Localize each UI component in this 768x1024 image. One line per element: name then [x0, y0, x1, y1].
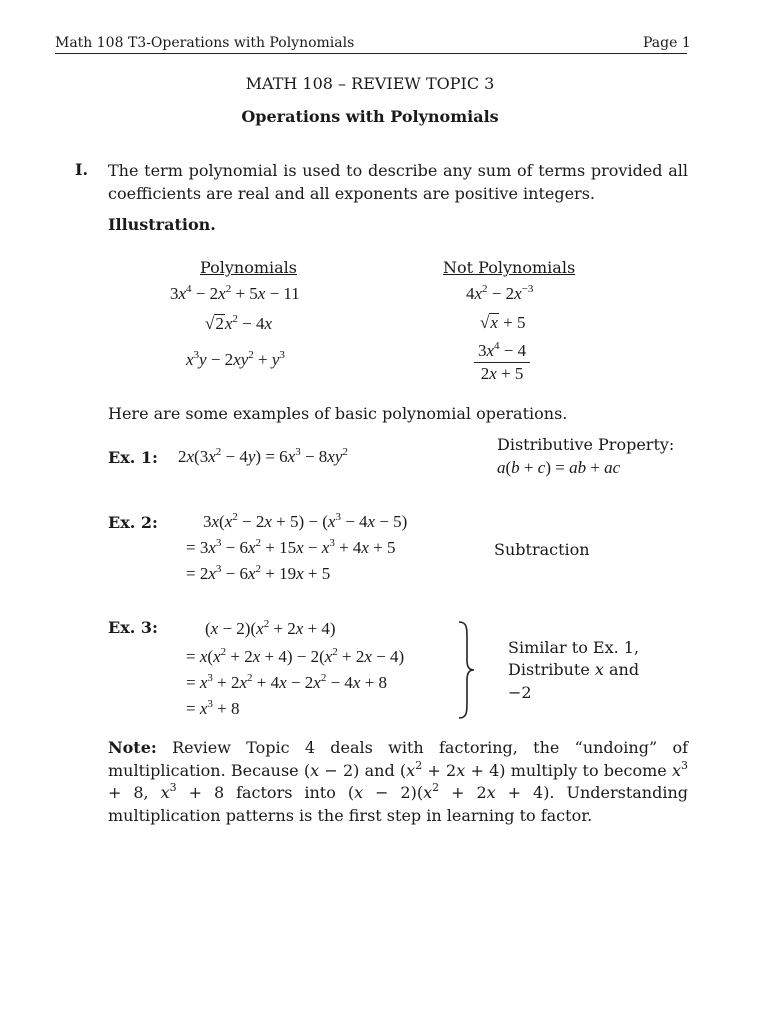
polynomials-header: Polynomials [200, 258, 297, 277]
ex1-note-title: Distributive Property: [497, 435, 675, 454]
illustration-heading: Illustration. [108, 215, 216, 234]
not-polynomial-example-1: $4x^2 - 2x^{-3}$ [466, 283, 534, 303]
section-marker: I. [75, 160, 89, 179]
ex2-label: Ex. 2: [108, 513, 158, 532]
section-definition: The term polynomial is used to describe any sum of terms provided all coefficients are real and all exponents are positive integers. [108, 161, 688, 203]
ex3-line-2: = $x(x^2 + 2x + 4) - 2(x^2 + 2x - 4)$ [186, 646, 405, 666]
ex1-expression: $2x(3x^2 - 4y) = 6x^3 - 8xy^2$ [178, 446, 348, 466]
ex3-line-1: $(x - 2)(x^2 + 2x + 4)$ [205, 618, 336, 638]
running-header-title: Math 108 T3-Operations with Polynomials [55, 35, 355, 51]
polynomial-example-3: $x^3y - 2xy^2 + y^3$ [186, 349, 285, 369]
examples-intro: Here are some examples of basic polynomial operations. [108, 404, 568, 423]
not-polynomial-example-3: $\frac{3x^4 - 4}{2x + 5}$ [474, 340, 530, 385]
ex2-line-3: = $2x^3 - 6x^2 + 19x + 5$ [186, 563, 331, 583]
ex3-line-3: = $x^3 + 2x^2 + 4x - 2x^2 - 4x + 8$ [186, 672, 388, 692]
ex2-note: Subtraction [494, 540, 590, 559]
document-subtitle: Operations with Polynomials [241, 107, 499, 126]
ex3-label: Ex. 3: [108, 618, 158, 637]
ex3-note-line-3: −2 [508, 683, 532, 702]
not-polynomials-header: Not Polynomials [443, 258, 576, 277]
ex2-line-2: = $3x^3 - 6x^2 + 15x - x^3 + 4x + 5$ [186, 537, 396, 557]
header-rule [55, 53, 687, 54]
ex1-note-formula: a(b + c) = ab + ac [497, 458, 621, 477]
right-brace [455, 620, 477, 720]
ex1-label: Ex. 1: [108, 448, 158, 467]
note-paragraph: Note: Review Topic 4 deals with factoring, the “undoing” of multiplication. Because (x − 2) and $(x^2 + 2x + 4)$ multiply to become $x^3 + 8$, $x^3 + 8$ factors into $(x - 2)(x^2 + 2x + 4)$. Understanding multiplication patterns is the first step in learning to factor. [108, 738, 689, 825]
polynomial-example-2: $√2x^2 - 4x$ [205, 313, 273, 333]
not-polynomial-example-2: √x + 5 [480, 313, 526, 332]
ex2-line-1: $3x(x^2 - 2x + 5) - (x^3 - 4x - 5)$ [203, 511, 408, 531]
ex3-note-line-1: Similar to Ex. 1, [508, 638, 640, 657]
ex3-line-4: = $x^3 + 8$ [186, 698, 240, 718]
note-label: Note: [108, 738, 157, 757]
document-title: MATH 108 – REVIEW TOPIC 3 [245, 74, 495, 93]
ex3-note-line-2: Distribute x and [508, 660, 640, 679]
page-number: Page 1 [643, 35, 691, 51]
polynomial-example-1: $3x^4 - 2x^2 + 5x - 11$ [170, 283, 300, 303]
